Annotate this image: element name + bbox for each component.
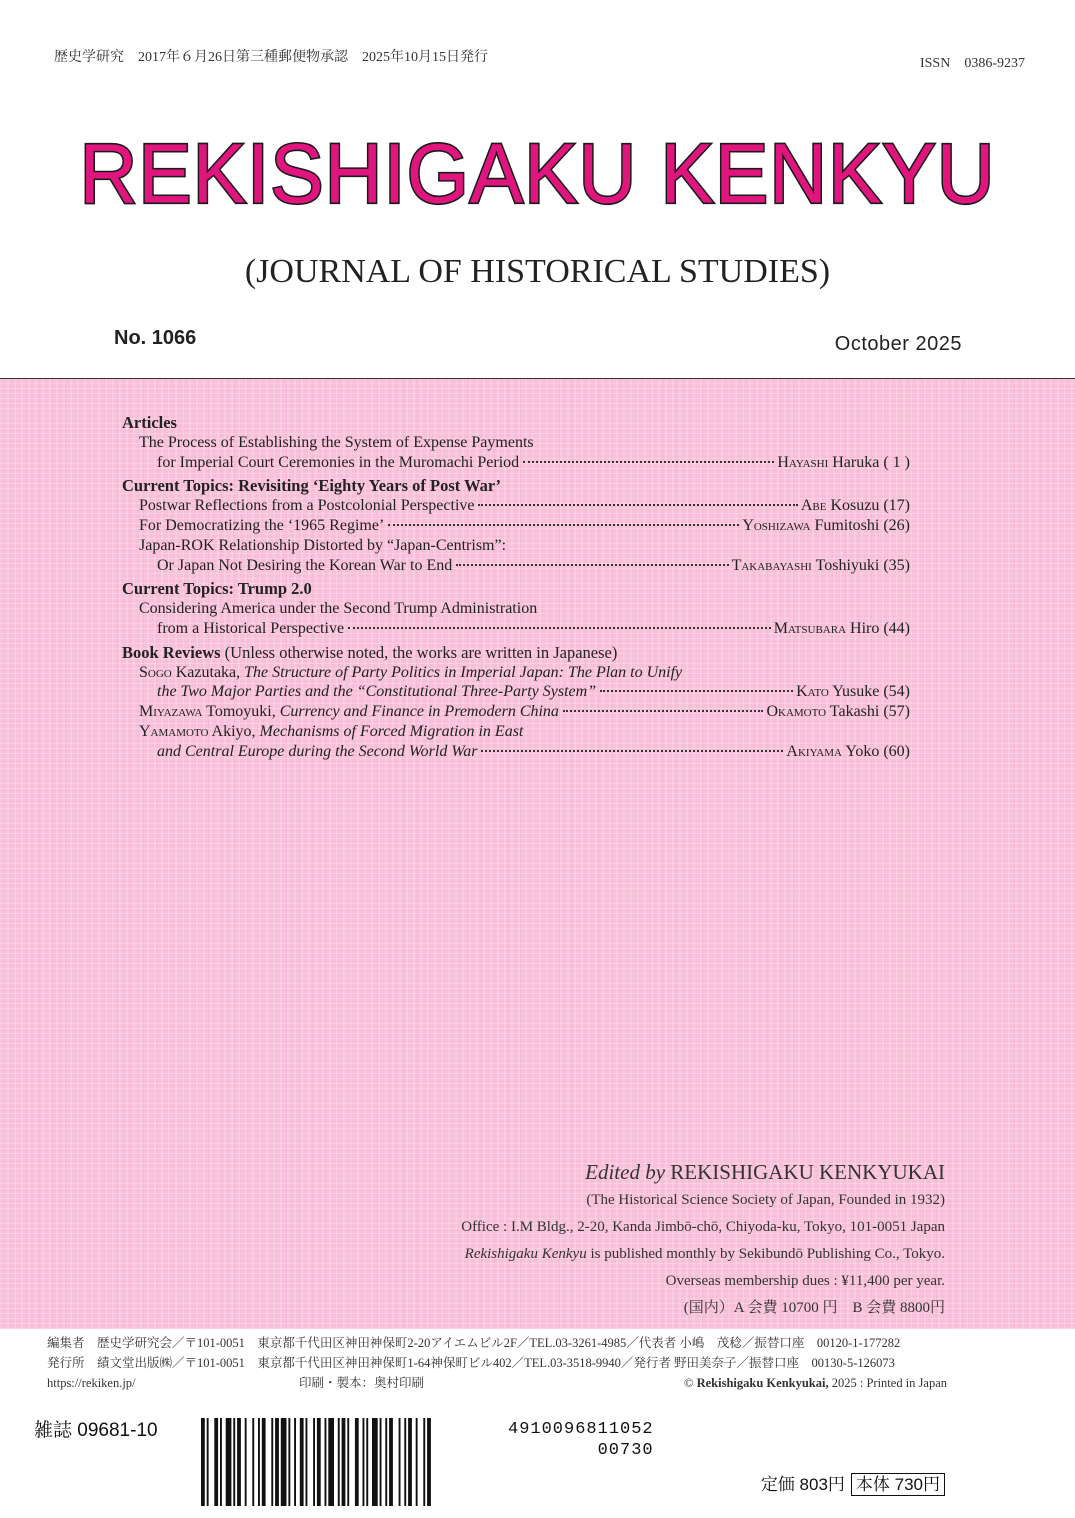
author-surname: Matsubara [773,619,847,637]
base-price-box: 本体 730円 [851,1473,945,1496]
section-note: (Unless otherwise noted, the works are written in Japanese) [220,642,618,662]
editor-name: REKISHIGAKU KENKYUKAI [665,1160,945,1184]
barcode-bar [214,1418,218,1506]
barcode-bar [258,1418,260,1506]
author-surname: Takabayashi [731,556,812,574]
journal-subtitle: (JOURNAL OF HISTORICAL STUDIES) [244,253,831,290]
toc-entry-title[interactable]: Japan-ROK Relationship Distorted by “Japan-Centrism”: [139,536,507,554]
author-surname: Hayashi [777,453,829,471]
overseas-dues: Overseas membership dues : ¥11,400 per year. [665,1273,945,1289]
barcode-number-primary: 4910096811052 [508,1420,654,1439]
section-heading-topics-trump: Current Topics: Trump 2.0 [122,579,312,599]
barcode-bar [363,1418,365,1506]
website-link[interactable]: https://rekiken.jp/ [47,1376,136,1390]
section-heading-text: Book Reviews [122,642,221,662]
leader-dots [478,504,797,506]
barcode-bar [245,1418,247,1506]
toc-entry-author [732,556,910,576]
barcode-bar [271,1418,273,1506]
issn: ISSN 0386-9237 [919,56,1025,71]
copyright [684,1373,947,1393]
barcode-bar [385,1418,387,1506]
author-surname: Abe [800,497,827,515]
barcode-bar [372,1418,378,1506]
barcode-bar [252,1418,254,1506]
colophon-publisher-row: 発行所 績文堂出版㈱／〒101-0051 東京都千代田区神田神保町1-64神保町ビル402／TEL.03-3518-9940／発行者 野田美奈子／振替口座 00130-5-126073 [47,1356,895,1370]
printer-credit: 印刷・製本：奥村印刷 [299,1376,425,1390]
colophon [47,1333,947,1393]
leader-dots [600,690,793,692]
author-surname: Okamoto [766,703,827,721]
domestic-dues: (国内）A 会費 10700 円 B 会費 8800円 [683,1300,945,1316]
toc-entry[interactable] [122,742,910,762]
reviewed-book-title: and Central Europe during the Second World War [157,742,478,760]
toc-entry-title: for Imperial Court Ceremonies in the Muromachi Period [157,453,520,471]
toc-entry[interactable] [122,702,910,722]
toc-entry-title: Or Japan Not Desiring the Korean War to End [157,556,453,574]
reviewed-author-surname: Sogo [139,663,172,681]
review-entry-line [139,702,559,722]
reviewed-book-title: Currency and Finance in Premodern China [279,703,559,721]
barcode-bar [325,1418,327,1506]
publisher-text: is published monthly by Sekibundō Publishing Co., Tokyo. [586,1246,945,1262]
toc-entry[interactable] [122,619,910,639]
toc-entry-author [801,496,910,516]
reviewed-book-title: Mechanisms of Forced Migration in East [259,722,524,740]
barcode-bar [288,1418,290,1506]
reviewed-author-given: Kazutaka, [171,663,245,681]
barcode-bar [408,1418,412,1506]
price [761,1470,945,1495]
reviewed-book-title: the Two Major Parties and the “Constitutional Three-Party System” [157,683,597,701]
society-line: (The Historical Science Society of Japan, Founded in 1932) [586,1192,945,1208]
barcode-bar [300,1418,304,1506]
leader-dots [348,627,771,629]
author-surname: Kato [796,683,829,701]
toc-entry[interactable] [122,453,910,473]
barcode-bar [207,1418,209,1506]
barcode-bar [275,1418,279,1506]
section-heading-topics-postwar: Current Topics: Revisiting ‘Eighty Years of Post War’ [122,476,502,496]
table-of-contents [122,413,910,762]
toc-entry-title: Postwar Reflections from a Postcolonial Perspective [139,497,475,515]
toc-entry-title: For Democratizing the ‘1965 Regime’ [139,516,385,534]
toc-entry-author [742,516,910,536]
office-address: Office : I.M Bldg., 2-20, Kanda Jimbō-chō, Chiyoda-ku, Tokyo, 101-0051 Japan [461,1219,945,1235]
author-surname: Yoshizawa [742,516,811,534]
publisher-line [461,1241,945,1268]
editor-line [461,1157,945,1187]
barcode-bar [404,1418,406,1506]
leader-dots [523,461,774,463]
toc-entry-title[interactable]: Considering America under the Second Trump Administration [139,600,538,618]
toc-entry[interactable] [122,556,910,576]
author-given-page: Kosuzu (17) [826,497,910,515]
magazine-code: 雑誌 09681-10 [34,1420,158,1441]
barcode-bar [328,1418,334,1506]
reviewed-book-title: The Structure of Party Politics in Imperial Japan: The Plan to Unify [244,663,683,681]
barcode-bar [317,1418,321,1506]
reviewed-author-surname: Miyazawa [139,703,203,721]
barcode-bar [201,1418,205,1506]
toc-entry-author [777,453,910,473]
list-price: 定価 803円 [760,1475,845,1494]
copyright-tail: 2025 : Printed in Japan [828,1376,947,1390]
journal-name: Rekishigaku Kenkyu [464,1246,587,1262]
barcode-bar [423,1418,425,1506]
copyright-holder: Rekishigaku Kenkyukai, [696,1376,829,1390]
leader-dots [481,750,783,752]
reviewed-author-given: Akiyo, [208,722,260,740]
author-given-page: Hiro (44) [846,619,910,637]
author-given-page: Yoko (60) [841,742,910,760]
barcode-bar [380,1418,382,1506]
author-given-page: Fumitoshi (26) [810,516,910,534]
review-entry-line[interactable] [122,663,910,683]
barcode-bar [416,1418,418,1506]
toc-entry[interactable] [122,496,910,516]
barcode-bar [347,1418,349,1506]
barcode-bar [342,1418,346,1506]
toc-entry-author [786,742,910,762]
reviewed-author-given: Tomoyuki, [202,703,280,721]
barcode-numbers [508,1419,654,1461]
colophon-bottom-row [47,1373,947,1393]
author-given-page: Yusuke (54) [828,683,910,701]
barcode-bar [220,1418,222,1506]
barcode-image [201,1418,491,1506]
journal-title: REKISHIGAKU KENKYU [79,126,996,221]
toc-entry-title[interactable]: The Process of Establishing the System of Expense Payments [139,433,534,451]
barcode-bar [313,1418,315,1506]
barcode-bar [399,1418,401,1506]
author-surname: Akiyama [786,742,842,760]
barcode-bar [338,1418,340,1506]
toc-entry[interactable] [122,516,910,536]
toc-entry[interactable] [122,682,910,702]
barcode-bar [237,1418,241,1506]
leader-dots [388,524,739,526]
toc-entry-author [796,682,910,702]
barcode-bar [306,1418,308,1506]
barcode-bar [366,1418,368,1506]
colophon-editor-row: 編集者 歴史学研究会／〒101-0051 東京都千代田区神田神保町2-20アイエムビル2F／TEL.03-3261-4985／代表者 小嶋 茂稔／振替口座 00120-1-177282 [47,1336,901,1350]
barcode-bar [389,1418,393,1506]
leader-dots [563,710,764,712]
section-heading-articles: Articles [122,413,177,432]
publication-notice: 歴史学研究 2017年６月26日第三種郵便物承認 2025年10月15日発行 [54,50,488,65]
copyright-symbol: © [683,1376,697,1390]
toc-entry-author [766,702,910,722]
section-heading-book-reviews [122,643,910,663]
toc-entry-title: from a Historical Perspective [157,619,345,637]
barcode-bar [294,1418,296,1506]
author-given-page: Toshiyuki (35) [811,556,910,574]
barcode-bar [233,1418,235,1506]
edited-by-label: Edited by [585,1160,666,1184]
editorial-credits [461,1157,945,1322]
barcode-number-addon: 00730 [597,1441,654,1460]
barcode-bar [226,1418,232,1506]
issue-date: October 2025 [834,333,962,355]
author-given-page: Takashi (57) [826,703,910,721]
author-given-page: Haruka ( 1 ) [828,453,910,471]
toc-entry-author [774,619,910,639]
barcode-bar [281,1418,287,1506]
barcode-bar [262,1418,266,1506]
review-entry-line[interactable] [122,722,910,742]
reviewed-author-surname: Yamamoto [139,722,209,740]
barcode-bar [355,1418,359,1506]
barcode-bar [427,1418,431,1506]
leader-dots [456,564,728,566]
issue-number: No. 1066 [114,327,197,349]
